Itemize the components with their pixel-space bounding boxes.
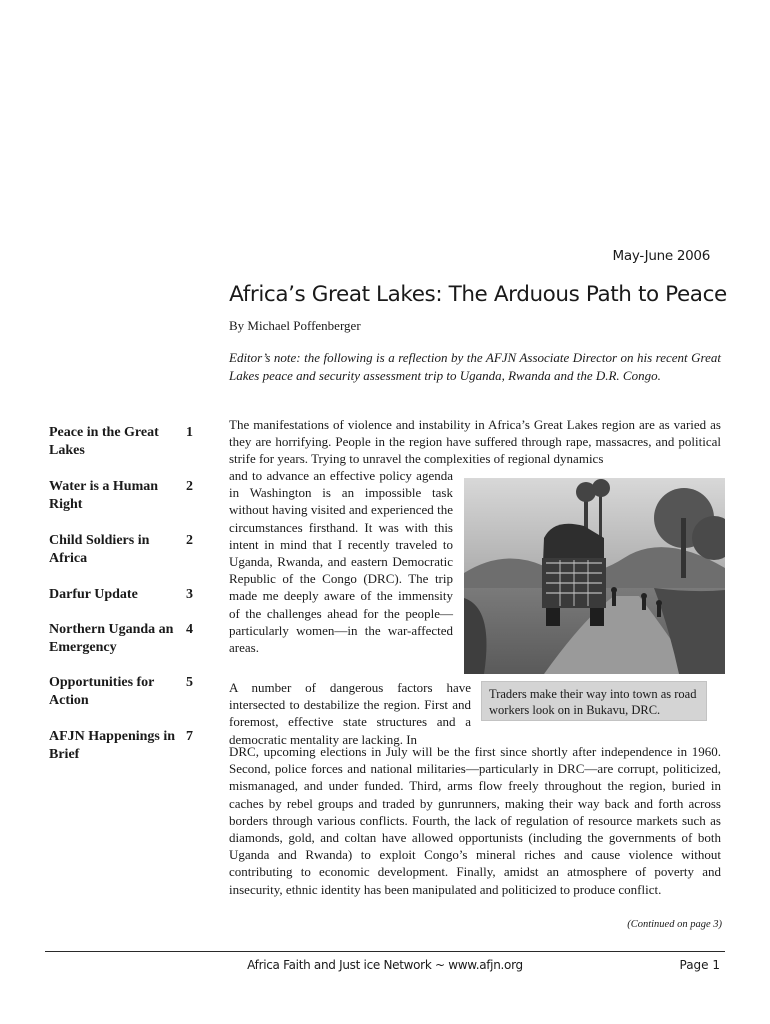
toc-item-title: Northern Uganda an Emergency: [49, 622, 174, 655]
article-byline: By Michael Poffenberger: [229, 318, 361, 333]
toc-item-page: 4: [186, 622, 193, 637]
toc-item-page: 1: [186, 425, 193, 440]
article-paragraph-2-body: DRC, upcoming elections in July will be the first since shortly after independence in 1960. Second, police forces and national militaries—particularly in DRC—are corrupt, politicized, mismanaged, and under funded. Third, arms flow freely throughout the region, buried in caches by rebel groups and traded by gunrunners, making their way back and forth across borders through various conflicts. Fourth, the lack of regulation of resource markets such as diamonds, gold, and coltan have allowed opportunists (including the governments of both Uganda and Rwanda) to exploit Congo’s mineral riches and cause violence without contributing to economic development. Finally, amidst an atmosphere of poverty and insecurity, ethnic identity has been manipulated and politicized to produce conflict.: [229, 744, 721, 897]
toc-item-title: Water is a Human Right: [49, 479, 159, 512]
toc-item-page: 7: [186, 729, 193, 744]
continued-note: (Continued on page 3): [627, 919, 722, 930]
toc-item-page: 5: [186, 675, 193, 690]
toc-item-title: Child Soldiers in Africa: [49, 533, 150, 566]
toc-item-title: Opportunities for Action: [49, 675, 155, 708]
toc-item-title: Peace in the Great Lakes: [49, 425, 159, 458]
footer-organization: Africa Faith and Just ice Network ~ www.afjn.org: [247, 958, 523, 972]
toc-item-page: 2: [186, 479, 193, 494]
photo-truck-road-scene: [464, 478, 725, 674]
photo-caption: Traders make their way into town as road workers look on in Bukavu, DRC.: [481, 681, 707, 721]
toc-item-page: 2: [186, 533, 193, 548]
article-paragraph-1-intro: The manifestations of violence and instability in Africa’s Great Lakes region are as varied as they are horrifying. People in the region have suffered through rape, massacres, and political strife for years. Trying to unravel the complexities of regional dynamics: [229, 417, 721, 467]
article-title: Africa’s Great Lakes: The Arduous Path to Peace: [229, 282, 727, 307]
footer-page-number: Page 1: [679, 958, 720, 972]
article-paragraph-2-intro: A number of dangerous factors have intersected to destabilize the region. First and foremost, effective state structures and a democratic mentality are lacking. In: [229, 680, 471, 747]
toc-item-title: Darfur Update: [49, 587, 138, 602]
footer-divider: [45, 951, 725, 952]
article-paragraph-1-body: and to advance an effective policy agenda in Washington is an impossible task without having visited and experienced the circumstances firsthand. It was with this intent in mind that I recently traveled to Uganda, Rwanda, and eastern Democratic Republic of the Congo (DRC). The trip made me deeply aware of the immensity of the challenges ahead for the people—particularly women—in the war-affected areas.: [229, 468, 453, 656]
toc-item-title: AFJN Happenings in Brief: [49, 729, 176, 762]
issue-date: May-June 2006: [612, 248, 710, 264]
editor-note: Editor’s note: the following is a reflection by the AFJN Associate Director on his recent Great Lakes peace and security assessment trip to Uganda, Rwanda and the D.R. Congo.: [229, 350, 721, 383]
article-photo: [464, 478, 725, 674]
toc-item-page: 3: [186, 587, 193, 602]
